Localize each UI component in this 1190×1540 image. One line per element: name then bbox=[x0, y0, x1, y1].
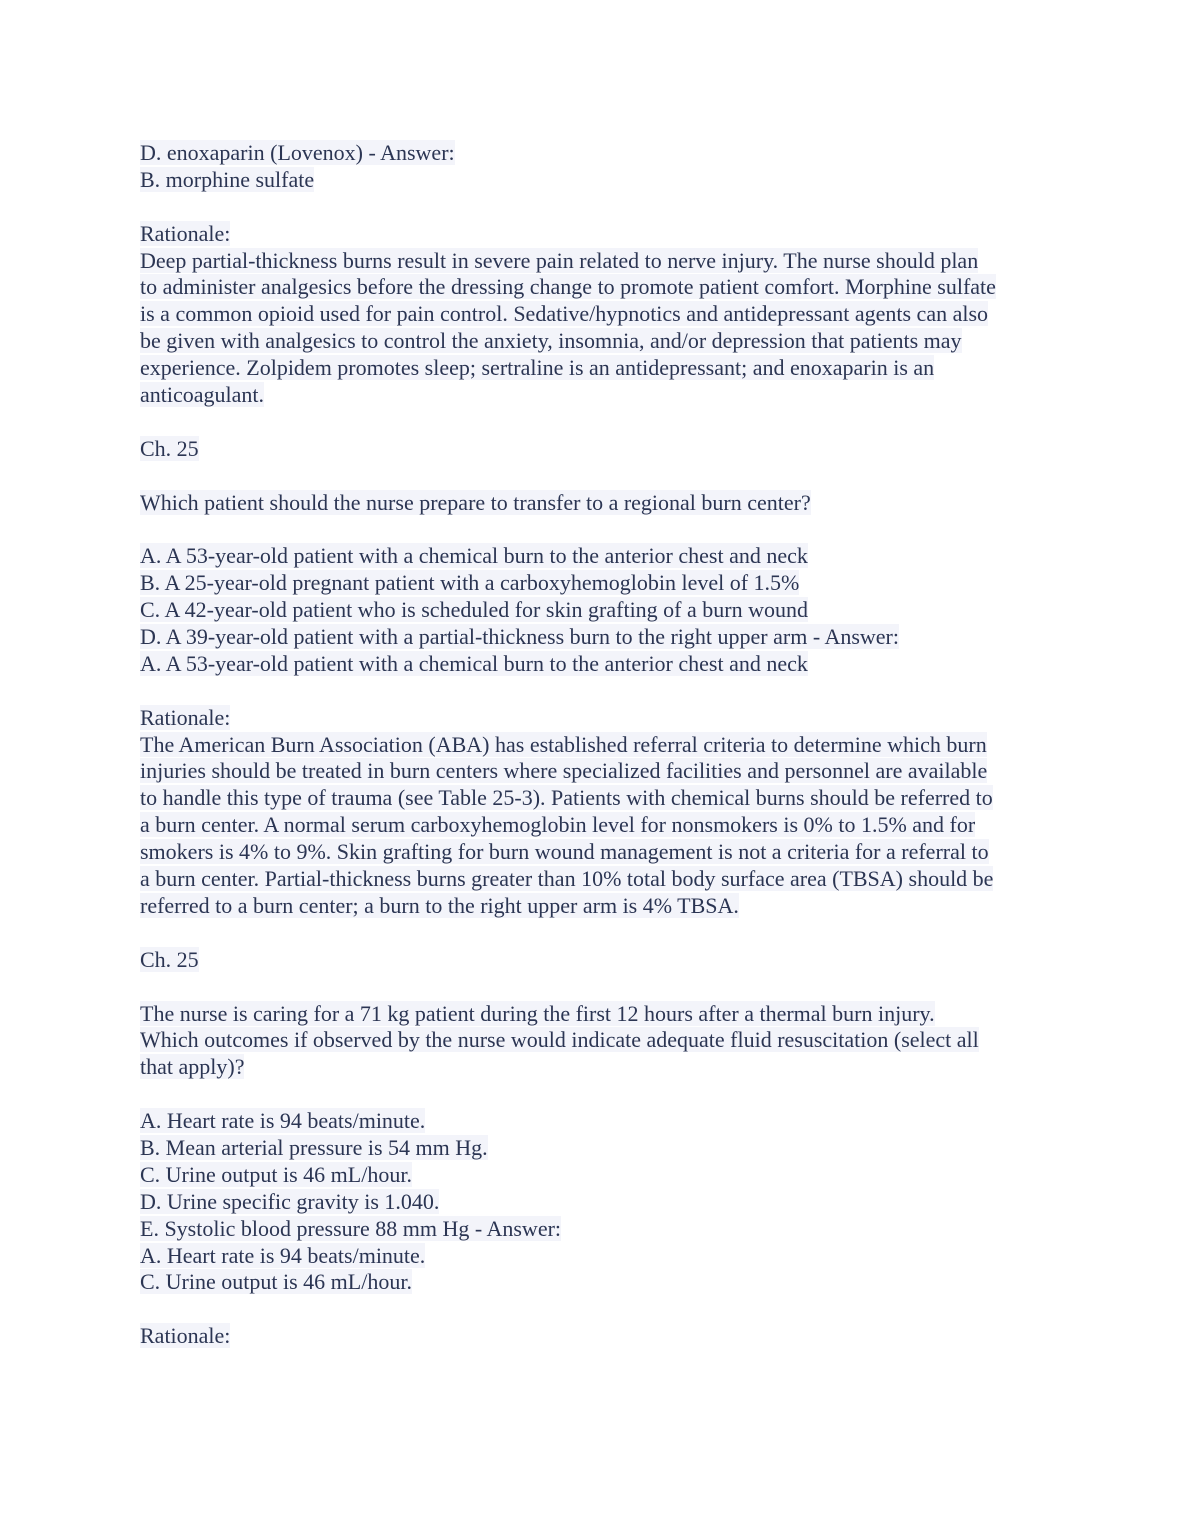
document-page bbox=[140, 140, 1060, 1350]
rationale-heading: Rationale: bbox=[140, 220, 231, 246]
answer-line: A. Heart rate is 94 beats/minute. bbox=[140, 1242, 426, 1268]
rationale-paragraph bbox=[140, 1323, 1060, 1350]
chapter-label bbox=[140, 947, 1060, 974]
text-line: anticoagulant. bbox=[140, 382, 265, 408]
text-line: Which patient should the nurse prepare to transfer to a regional burn center? bbox=[140, 489, 811, 515]
text-line: Which outcomes if observed by the nurse would indicate adequate fluid resuscitation (select all bbox=[140, 1027, 979, 1053]
question-paragraph bbox=[140, 1001, 1060, 1082]
text-line: Deep partial-thickness burns result in severe pain related to nerve injury. The nurse should plan bbox=[140, 247, 979, 273]
option-line: D. A 39-year-old patient with a partial-thickness burn to the right upper arm - Answer: bbox=[140, 624, 899, 650]
option-line: A. A 53-year-old patient with a chemical burn to the anterior chest and neck bbox=[140, 543, 808, 569]
text-line: D. enoxaparin (Lovenox) - Answer: bbox=[140, 140, 455, 165]
option-line: B. Mean arterial pressure is 54 mm Hg. bbox=[140, 1134, 488, 1160]
text-line: be given with analgesics to control the anxiety, insomnia, and/or depression that patients may bbox=[140, 328, 962, 354]
text-line: experience. Zolpidem promotes sleep; sertraline is an antidepressant; and enoxaparin is an bbox=[140, 355, 935, 381]
text-line: Ch. 25 bbox=[140, 435, 199, 461]
rationale-heading: Rationale: bbox=[140, 704, 231, 730]
chapter-label bbox=[140, 436, 1060, 463]
text-line: Ch. 25 bbox=[140, 946, 199, 972]
text-line: is a common opioid used for pain control. Sedative/hypnotics and antidepressant agents can also bbox=[140, 301, 989, 327]
text-line: injuries should be treated in burn centers where specialized facilities and personnel are available bbox=[140, 758, 988, 784]
text-line: The American Burn Association (ABA) has established referral criteria to determine which burn bbox=[140, 731, 987, 757]
rationale-paragraph bbox=[140, 221, 1060, 409]
text-line: to handle this type of trauma (see Table 25-3). Patients with chemical burns should be referred to bbox=[140, 785, 993, 811]
rationale-paragraph bbox=[140, 705, 1060, 920]
text-line: smokers is 4% to 9%. Skin grafting for burn wound management is not a criteria for a referral to bbox=[140, 839, 989, 865]
option-line: B. A 25-year-old pregnant patient with a carboxyhemoglobin level of 1.5% bbox=[140, 570, 800, 596]
option-line: C. A 42-year-old patient who is scheduled for skin grafting of a burn wound bbox=[140, 597, 808, 623]
text-line: that apply)? bbox=[140, 1054, 245, 1080]
text-line: referred to a burn center; a burn to the right upper arm is 4% TBSA. bbox=[140, 892, 739, 918]
text-line: to administer analgesics before the dressing change to promote patient comfort. Morphine sulfate bbox=[140, 274, 996, 300]
question-paragraph bbox=[140, 490, 1060, 517]
option-line: E. Systolic blood pressure 88 mm Hg - Answer: bbox=[140, 1215, 562, 1241]
text-line: a burn center. Partial-thickness burns greater than 10% total body surface area (TBSA) should be bbox=[140, 866, 994, 892]
text-line: B. morphine sulfate bbox=[140, 166, 315, 192]
text-line: The nurse is caring for a 71 kg patient during the first 12 hours after a thermal burn injury. bbox=[140, 1000, 935, 1026]
option-line: A. Heart rate is 94 beats/minute. bbox=[140, 1108, 426, 1134]
answer-line: C. Urine output is 46 mL/hour. bbox=[140, 1269, 412, 1295]
text-line: a burn center. A normal serum carboxyhemoglobin level for nonsmokers is 0% to 1.5% and for bbox=[140, 812, 976, 838]
option-line: D. Urine specific gravity is 1.040. bbox=[140, 1188, 440, 1214]
answer-paragraph bbox=[140, 140, 1060, 194]
answer-line: A. A 53-year-old patient with a chemical burn to the anterior chest and neck bbox=[140, 650, 808, 676]
options-paragraph bbox=[140, 543, 1060, 677]
rationale-heading: Rationale: bbox=[140, 1323, 231, 1349]
option-line: C. Urine output is 46 mL/hour. bbox=[140, 1161, 412, 1187]
options-paragraph bbox=[140, 1108, 1060, 1296]
